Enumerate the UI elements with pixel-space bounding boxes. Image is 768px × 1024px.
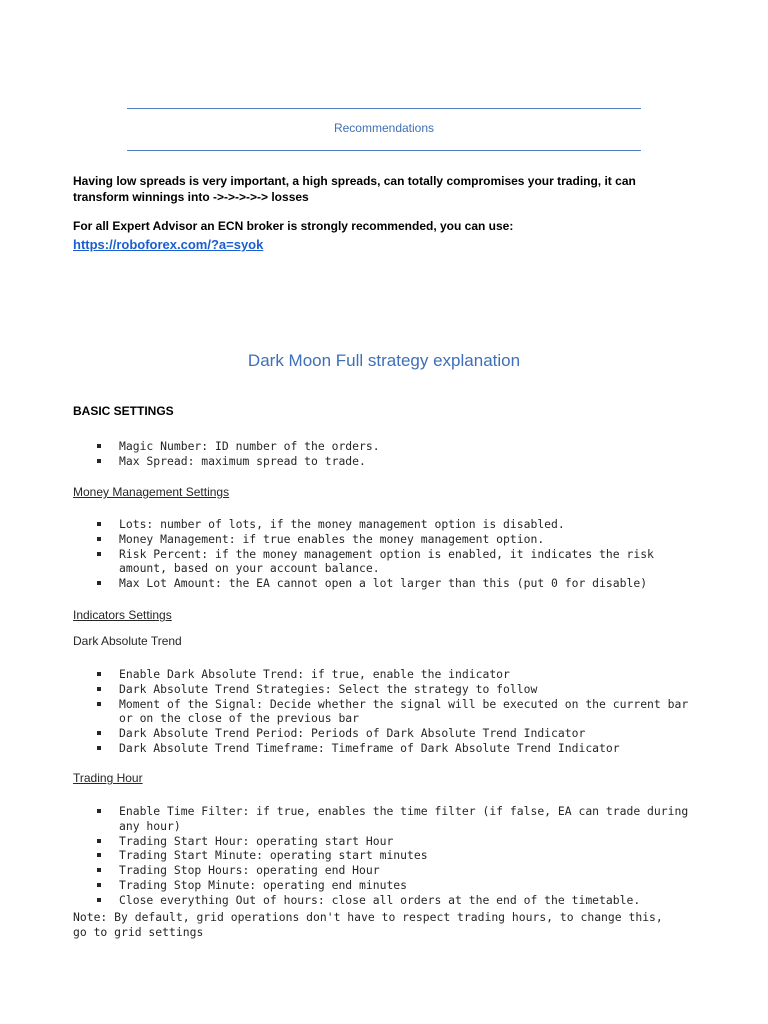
money-management-list <box>73 517 703 591</box>
list-item: Trading Start Minute: operating start minutes <box>73 848 703 863</box>
top-divider <box>127 108 641 109</box>
document-title: Dark Moon Full strategy explanation <box>247 351 521 370</box>
list-item: Dark Absolute Trend Strategies: Select the strategy to follow <box>73 682 703 697</box>
recommendations-title: Recommendations <box>333 121 435 135</box>
trading-hour-list <box>73 804 703 908</box>
basic-settings-heading: BASIC SETTINGS <box>73 404 174 418</box>
bottom-divider <box>127 150 641 151</box>
list-item: Money Management: if true enables the money management option. <box>73 532 703 547</box>
list-item: Moment of the Signal: Decide whether the signal will be executed on the current bar or on the close of the previous bar <box>73 697 703 727</box>
list-item: Trading Start Hour: operating start Hour <box>73 834 703 849</box>
list-item: Dark Absolute Trend Period: Periods of Dark Absolute Trend Indicator <box>73 726 703 741</box>
list-item: Close everything Out of hours: close all orders at the end of the timetable. <box>73 893 703 908</box>
indicators-list <box>73 667 703 756</box>
money-management-heading: Money Management Settings <box>73 485 230 499</box>
basic-settings-list <box>73 439 703 469</box>
indicators-heading: Indicators Settings <box>73 608 172 622</box>
grid-note: Note: By default, grid operations don't have to respect trading hours, to change this, go to grid settings <box>73 910 663 939</box>
list-item: Max Spread: maximum spread to trade. <box>73 454 703 469</box>
list-item: Magic Number: ID number of the orders. <box>73 439 703 454</box>
list-item: Enable Time Filter: if true, enables the time filter (if false, EA can trade during any hour) <box>73 804 703 834</box>
list-item: Max Lot Amount: the EA cannot open a lot larger than this (put 0 for disable) <box>73 576 703 591</box>
list-item: Dark Absolute Trend Timeframe: Timeframe of Dark Absolute Trend Indicator <box>73 741 703 756</box>
list-item: Enable Dark Absolute Trend: if true, enable the indicator <box>73 667 703 682</box>
list-item: Trading Stop Minute: operating end minutes <box>73 878 703 893</box>
trading-hour-heading: Trading Hour <box>73 771 143 785</box>
spreads-paragraph: Having low spreads is very important, a high spreads, can totally compromises your trading, it can transform winnings into ->->->->-> losses <box>73 174 636 204</box>
broker-link[interactable]: https://roboforex.com/?a=syok <box>73 237 264 252</box>
ecn-paragraph: For all Expert Advisor an ECN broker is strongly recommended, you can use: <box>73 219 514 233</box>
list-item: Lots: number of lots, if the money management option is disabled. <box>73 517 703 532</box>
list-item: Trading Stop Hours: operating end Hour <box>73 863 703 878</box>
list-item: Risk Percent: if the money management option is enabled, it indicates the risk amount, based on your account balance. <box>73 547 703 577</box>
dark-absolute-trend-heading: Dark Absolute Trend <box>73 634 182 648</box>
